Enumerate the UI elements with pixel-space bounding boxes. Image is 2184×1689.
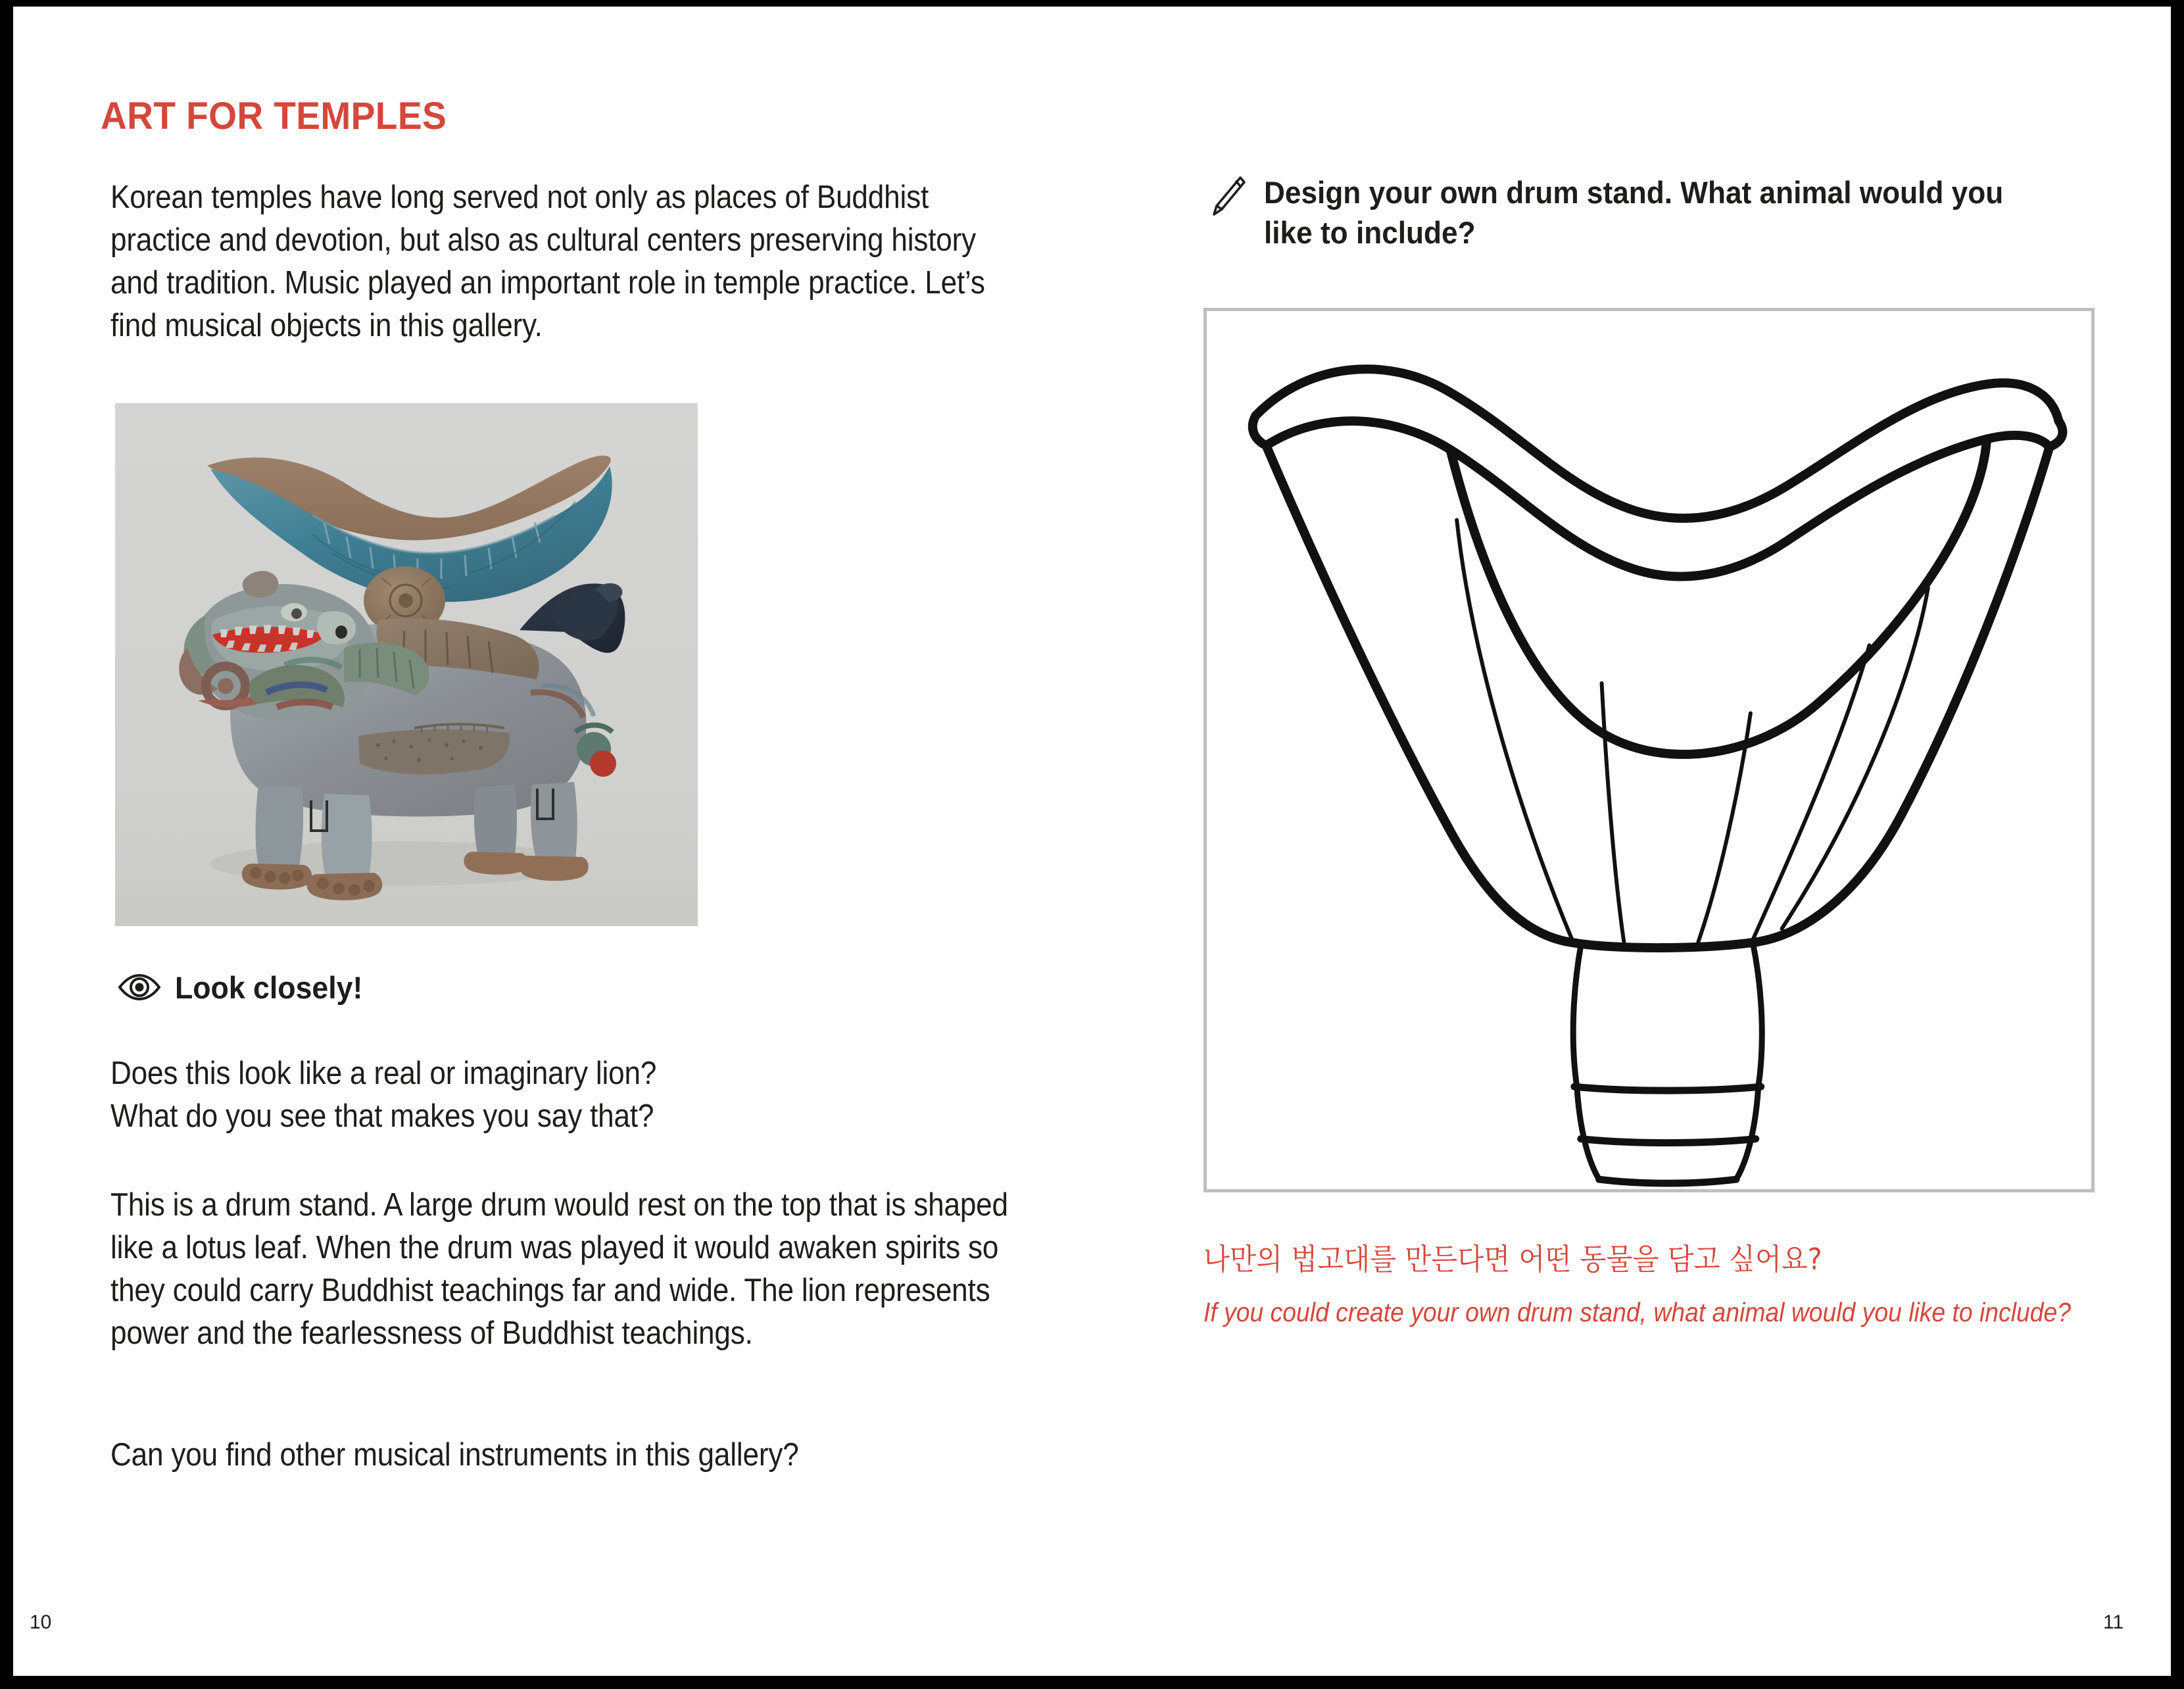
question-block [110,1052,998,1138]
look-closely-label: Look closely! [175,969,363,1005]
question-line-2: What do you see that makes you say that? [110,1098,654,1134]
pencil-icon-glyph [1210,175,1247,217]
english-caption: If you could create your own drum stand, what animal would you like to include? [1203,1297,2072,1327]
eye-icon [118,974,160,1000]
design-prompt-heading [1210,172,2078,253]
lotus-leaf-drum-stand-outline [1207,311,2091,1189]
find-paragraph: Can you find other musical instruments in this gallery? [110,1437,799,1473]
eye-icon-glyph [118,974,160,1000]
page-spread [13,7,2171,1676]
lion-drum-stand-artwork [115,403,698,926]
page-number-left: 10 [30,1611,52,1633]
explain-paragraph: This is a drum stand. A large drum would rest on the top that is shaped like a lotus leaf. When the drum was played it would awaken spirits so they could carry Buddhist teachings far and wide. The lion represents power and the fearlessness of Buddhist teachings. [110,1187,1008,1351]
intro-paragraph: Korean temples have long served not only as places of Buddhist practice and devotion, but also as cultural centers preserving history and tradition. Music played an important role in temple practice. Let’s find musical objects in this gallery. [110,180,985,343]
left-page [13,7,1092,1676]
question-line-1: Does this look like a real or imaginary lion? [110,1056,657,1091]
page-title: ART FOR TEMPLES [101,95,447,137]
korean-caption: 나만의 법고대를 만든다면 어떤 동물을 담고 싶어요? [1203,1242,1822,1277]
drawing-canvas[interactable] [1203,308,2095,1192]
design-prompt-text: Design your own drum stand. What animal would you like to include? [1264,175,2004,250]
pencil-icon [1210,172,1247,217]
look-closely-heading [118,964,372,1010]
page-number-right: 11 [2103,1611,2124,1633]
lion-drum-stand-photo [115,403,698,926]
